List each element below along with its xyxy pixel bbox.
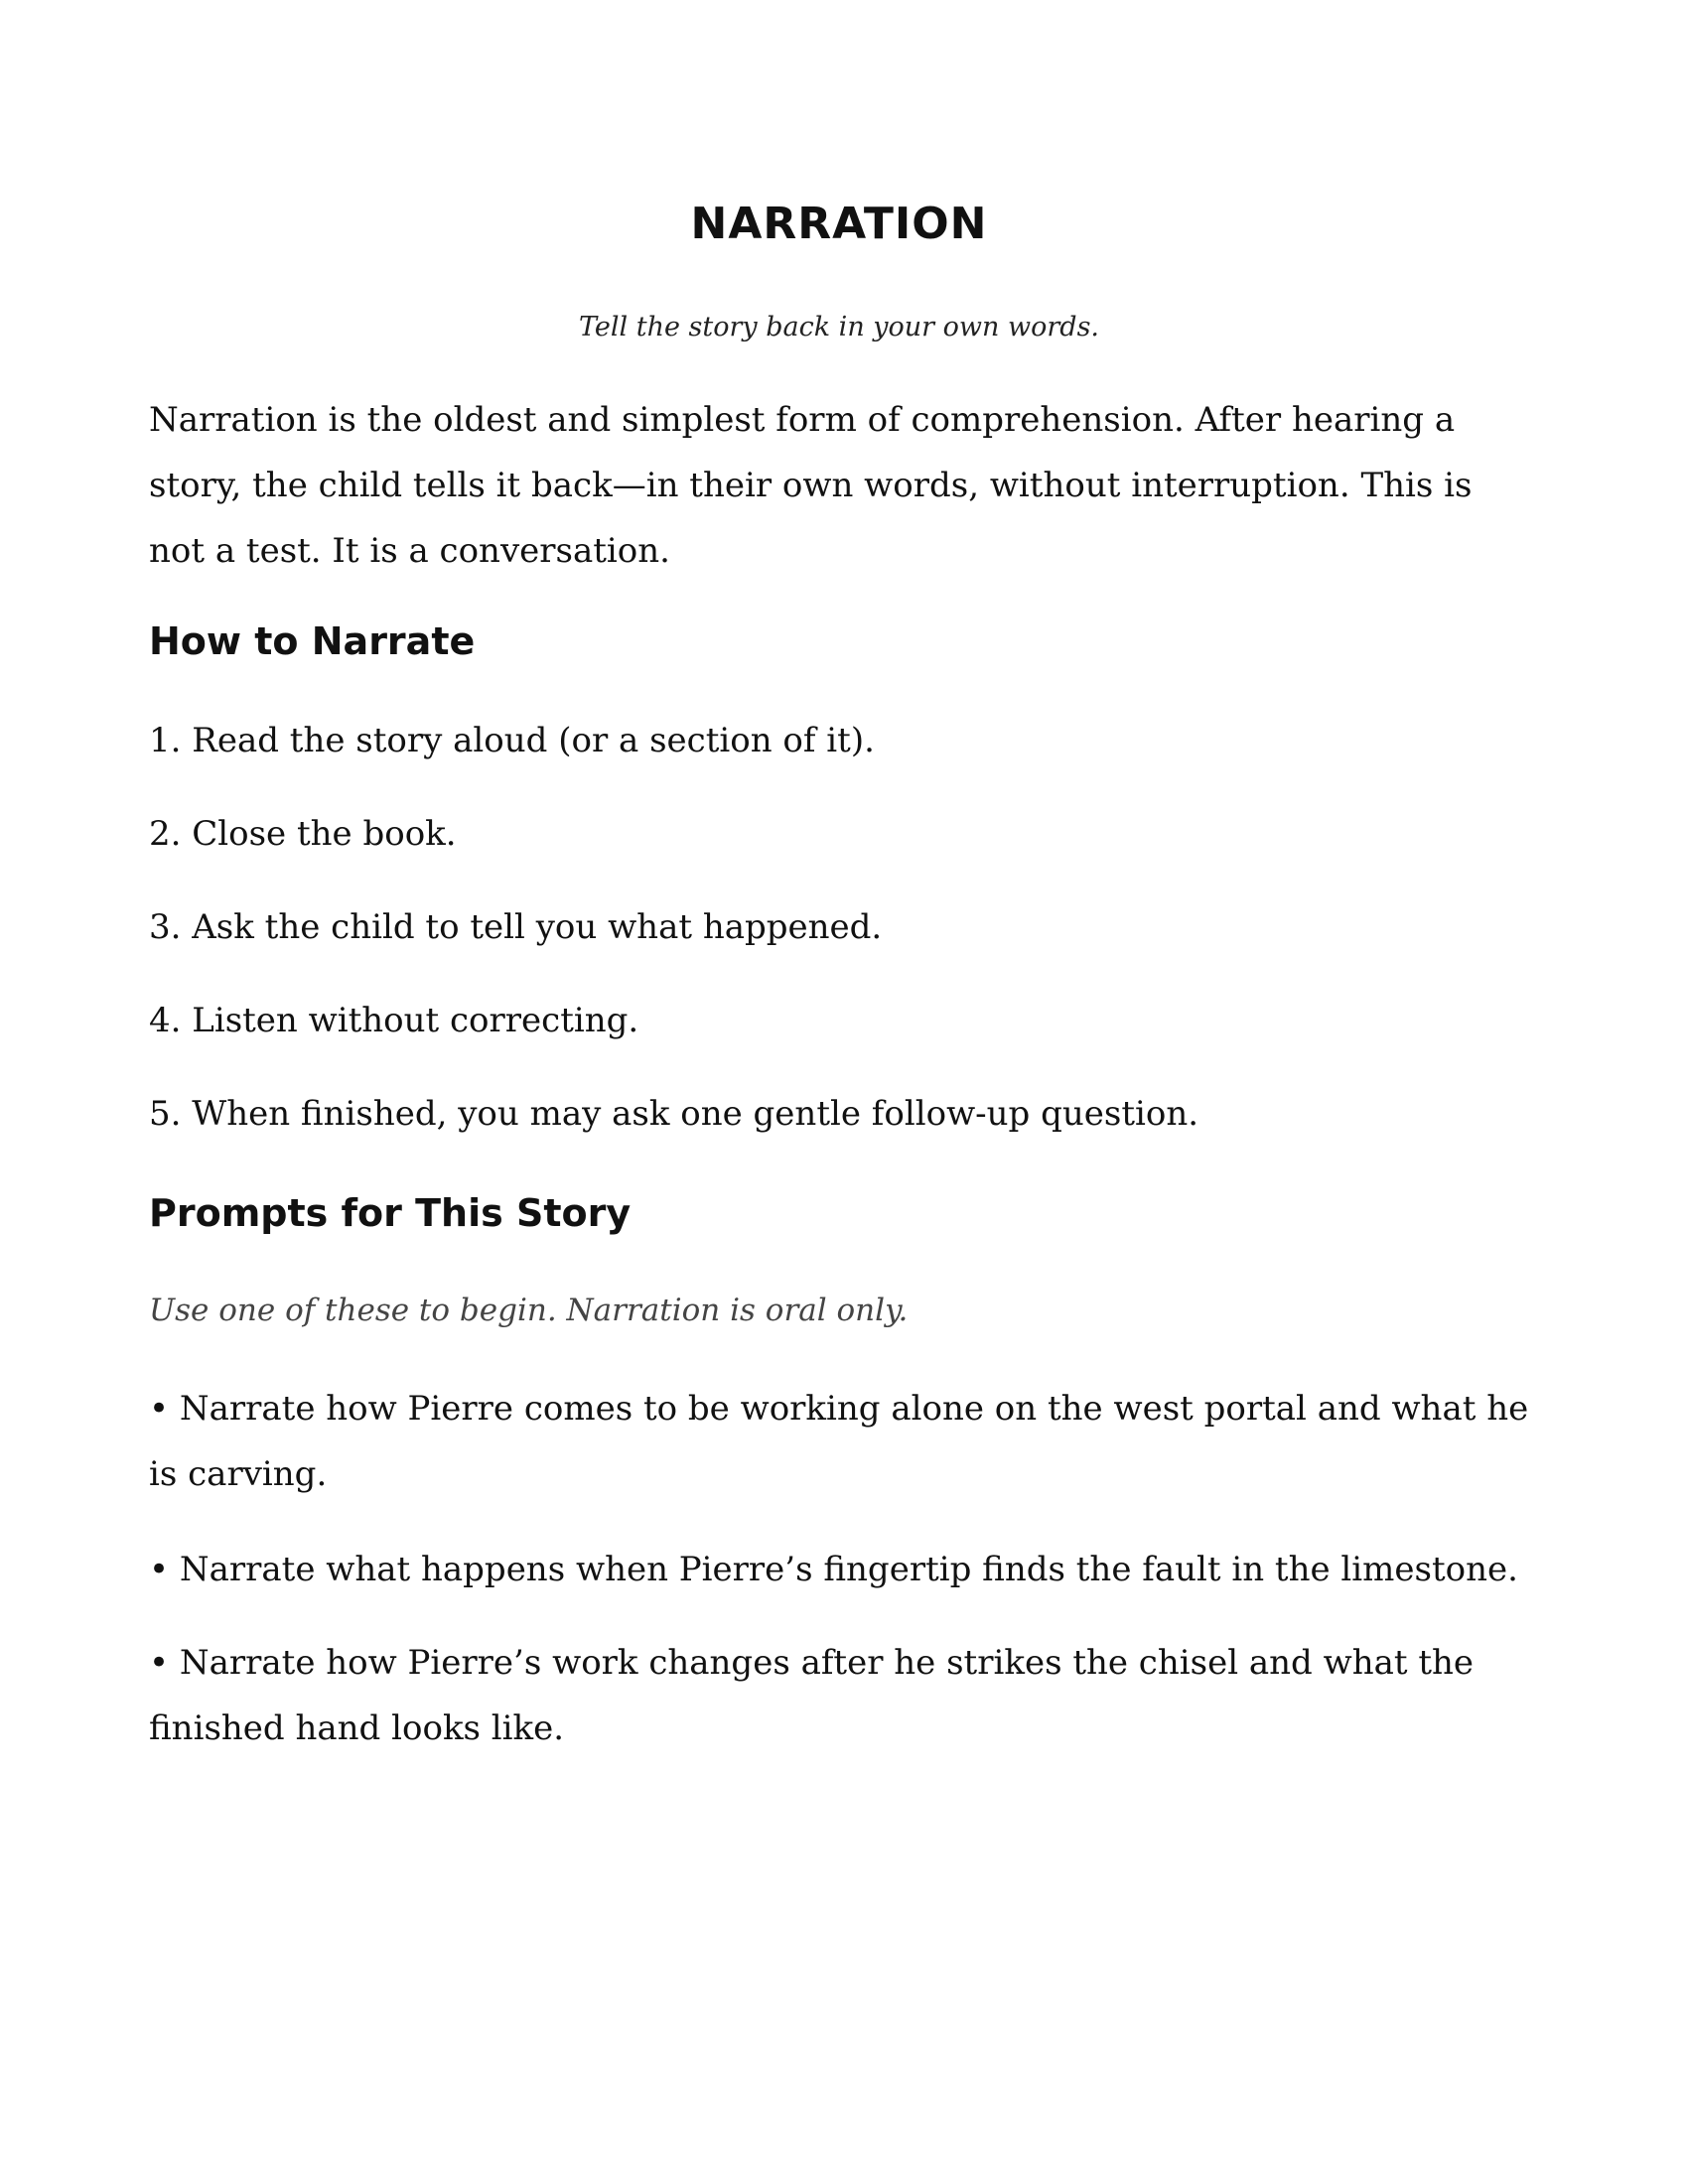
- prompts-note: Use one of these to begin. Narration is oral only.: [149, 1293, 909, 1328]
- step-item: 5. When finished, you may ask one gentle follow-up question.: [149, 1094, 1199, 1134]
- step-item: 4. Listen without correcting.: [149, 1001, 639, 1040]
- step-item: 3. Ask the child to tell you what happened.: [149, 907, 883, 947]
- intro-paragraph: Narration is the oldest and simplest form of comprehension. After hearing a story, the child tells it back—in their own words, without interruption. This is not a test. It is a conversation.: [149, 400, 1473, 571]
- step-item: 2. Close the book.: [149, 814, 457, 854]
- step-item: 1. Read the story aloud (or a section of it).: [149, 721, 875, 760]
- page-subtitle: Tell the story back in your own words.: [578, 312, 1100, 342]
- prompts-heading: Prompts for This Story: [149, 1191, 632, 1235]
- how-to-heading: How to Narrate: [149, 619, 476, 663]
- page-title: NARRATION: [690, 199, 988, 249]
- prompt-item: • Narrate how Pierre comes to be working alone on the west portal and what he is carving.: [149, 1389, 1529, 1494]
- prompt-item: • Narrate how Pierre’s work changes after he strikes the chisel and what the finished hand looks like.: [149, 1643, 1475, 1748]
- prompt-item: • Narrate what happens when Pierre’s fingertip finds the fault in the limestone.: [149, 1550, 1518, 1589]
